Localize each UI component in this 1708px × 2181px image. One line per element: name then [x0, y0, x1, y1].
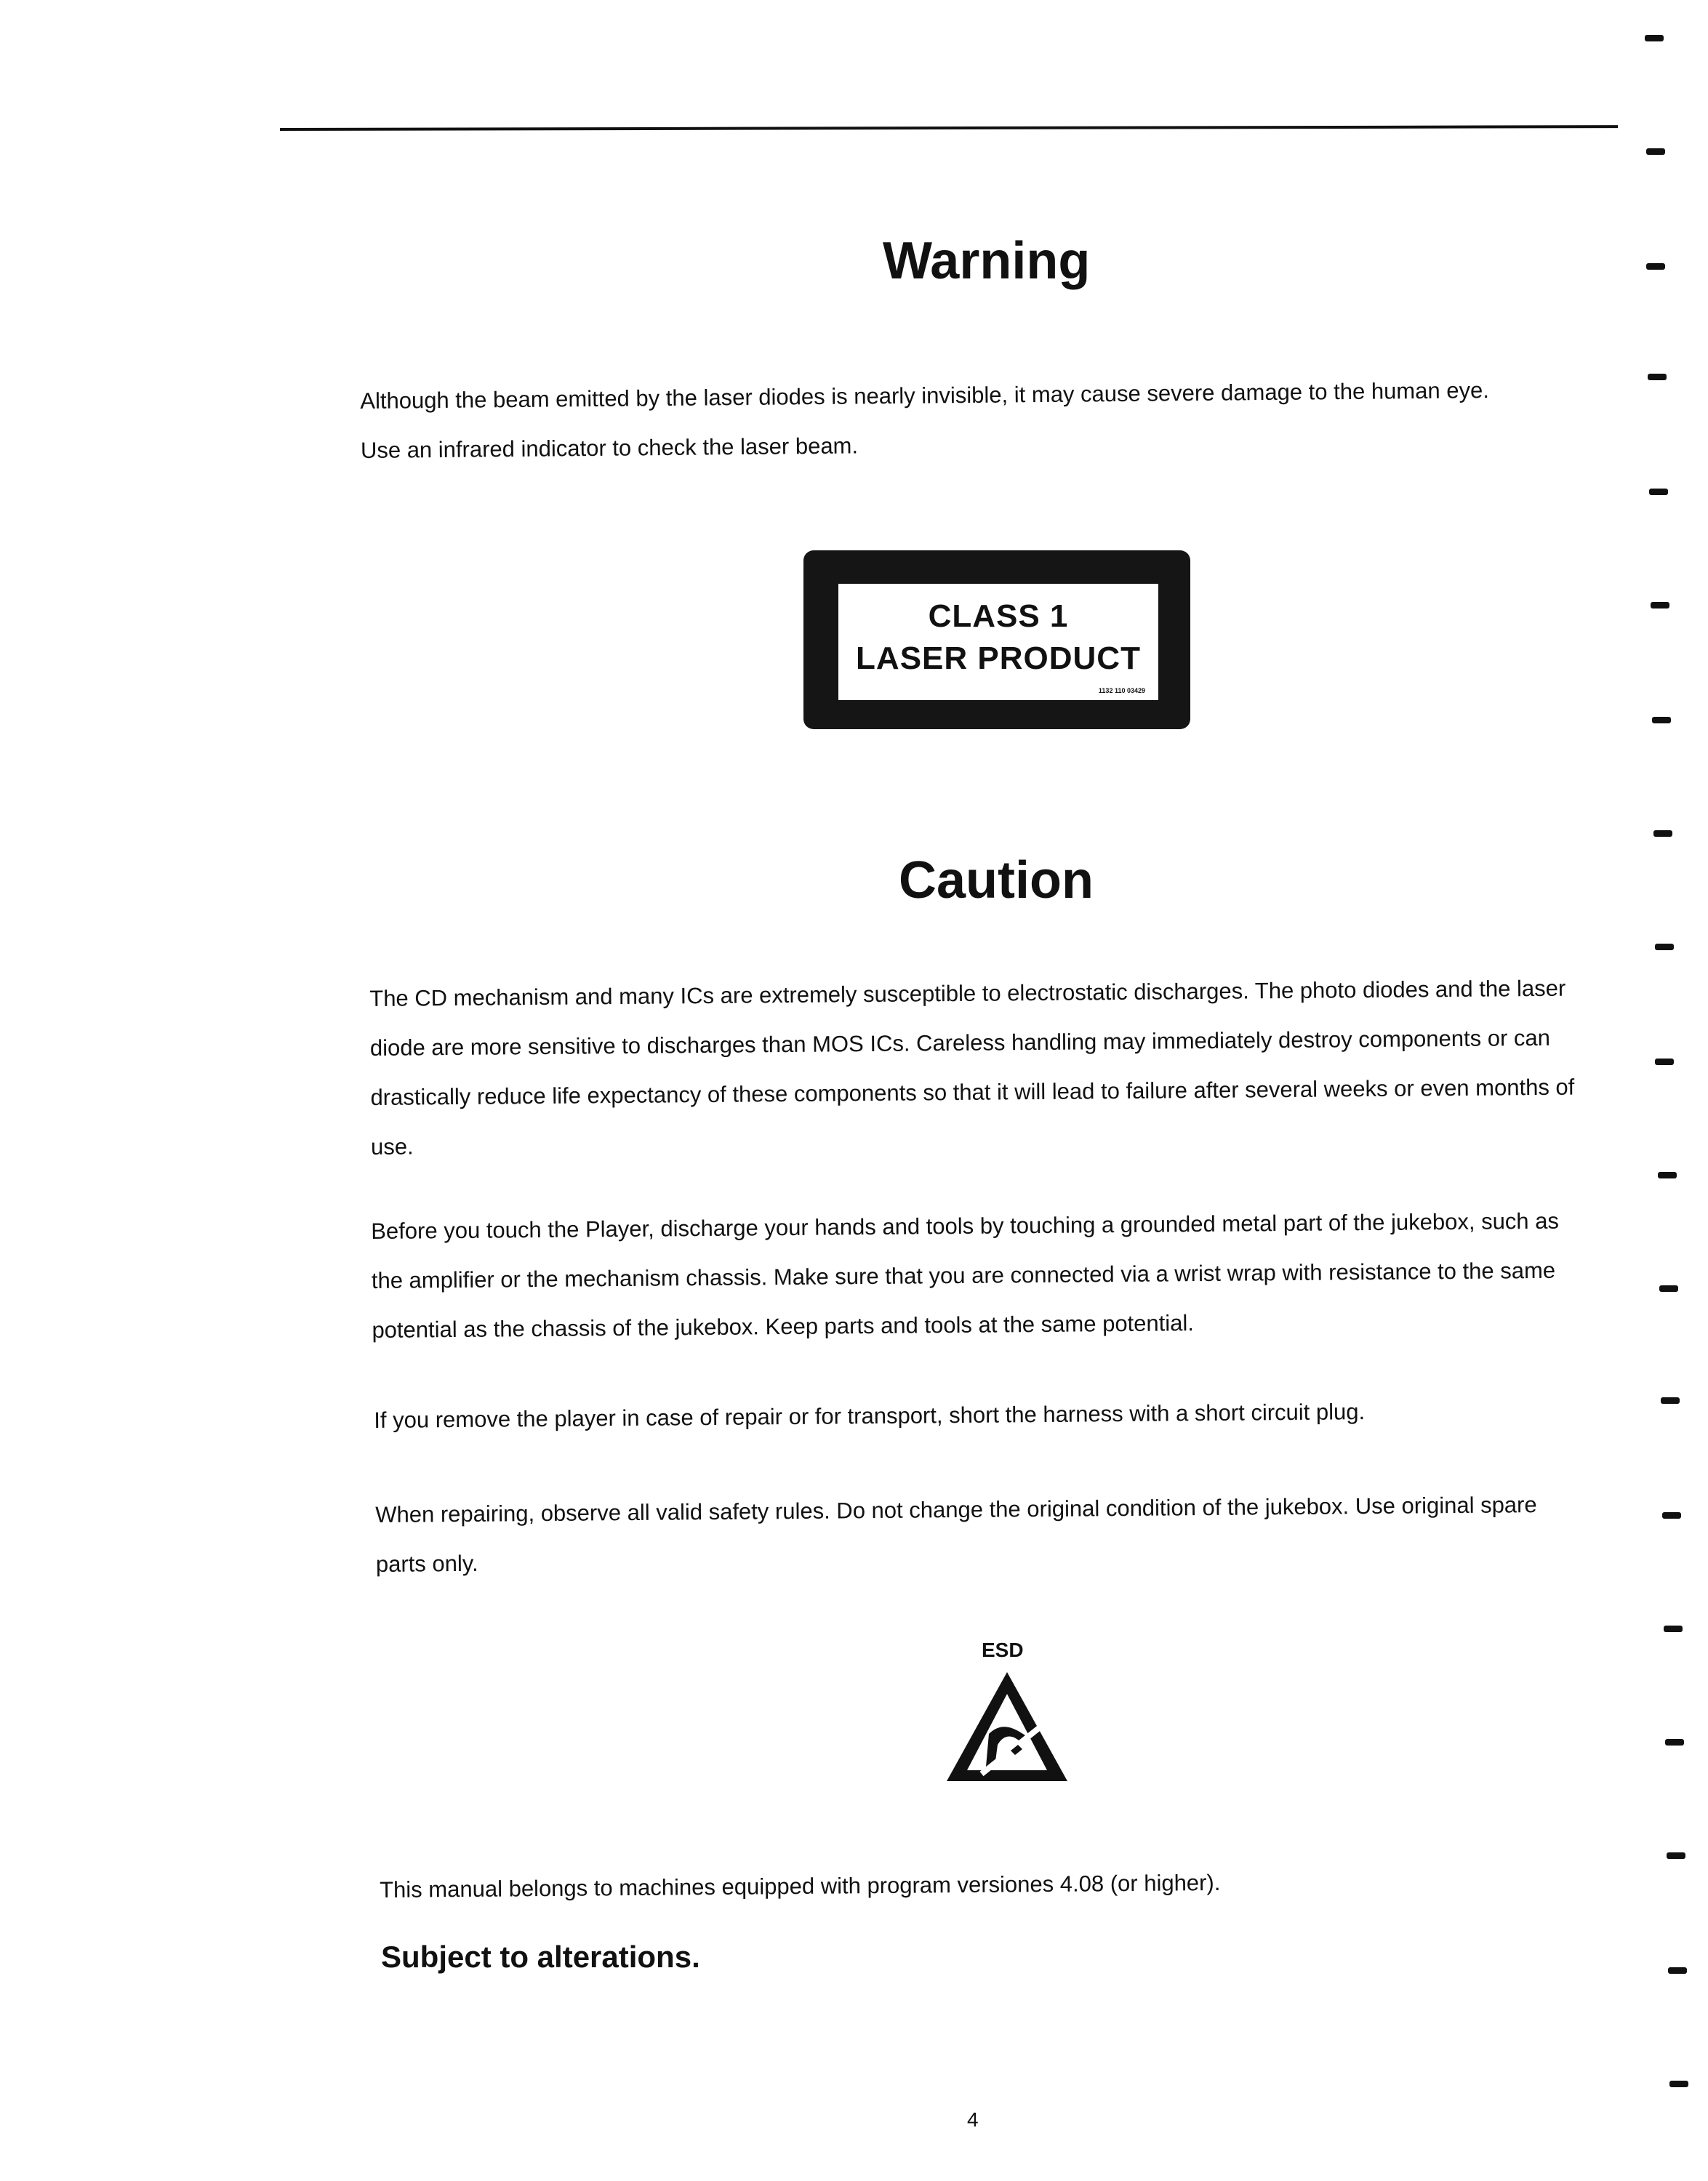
binding-mark — [1655, 944, 1674, 950]
binding-mark — [1645, 35, 1664, 41]
binding-mark — [1665, 1739, 1684, 1746]
caution-line: parts only. — [375, 1550, 478, 1577]
caution-line: Before you touch the Player, discharge your hands and tools by touching a grounded metal part of the jukebox, such as — [371, 1208, 1560, 1244]
caution-line: potential as the chassis of the jukebox. Keep parts and tools at the same potential. — [372, 1310, 1195, 1343]
caution-paragraph-discharge — [371, 1197, 1560, 1355]
caution-line: use. — [370, 1133, 414, 1160]
top-rule — [280, 125, 1618, 131]
binding-mark — [1659, 1285, 1678, 1292]
binding-mark — [1661, 1397, 1680, 1404]
binding-mark — [1649, 489, 1668, 495]
manual-version-note: This manual belongs to machines equipped with program versiones 4.08 (or higher). — [380, 1869, 1221, 1903]
laser-class-label — [803, 550, 1190, 729]
binding-mark — [1653, 830, 1672, 837]
binding-mark — [1651, 602, 1669, 608]
caution-line: drastically reduce life expectancy of these components so that it will lead to failure after several weeks or even months of — [370, 1074, 1575, 1110]
laser-label-product: LASER PRODUCT — [856, 640, 1141, 676]
binding-mark — [1664, 1626, 1683, 1632]
binding-mark — [1646, 263, 1665, 270]
laser-label-inner — [838, 584, 1158, 700]
caution-line: If you remove the player in case of repair or for transport, short the harness with a short circuit plug. — [374, 1399, 1366, 1433]
binding-mark — [1668, 1967, 1687, 1974]
binding-mark — [1658, 1172, 1677, 1178]
warning-line: Use an infrared indicator to check the laser beam. — [360, 433, 859, 463]
subject-to-alterations: Subject to alterations. — [381, 1940, 700, 1974]
page-number: 4 — [967, 2108, 979, 2131]
laser-label-class: CLASS 1 — [928, 598, 1069, 634]
caution-title: Caution — [899, 851, 1094, 909]
caution-line: the amplifier or the mechanism chassis. Make sure that you are connected via a wrist wrap with resistance to the same — [371, 1257, 1556, 1293]
esd-label: ESD — [982, 1639, 1024, 1661]
caution-line: When repairing, observe all valid safety rules. Do not change the original condition of the jukebox. Use original spare — [375, 1492, 1537, 1527]
warning-text — [360, 366, 1490, 475]
binding-mark — [1669, 2081, 1688, 2087]
caution-line: diode are more sensitive to discharges than MOS ICs. Careless handling may immediately destroy components or can — [369, 1024, 1551, 1061]
warning-title: Warning — [883, 232, 1091, 290]
caution-paragraph-repair — [375, 1480, 1538, 1589]
binding-mark — [1652, 717, 1671, 723]
binding-mark — [1667, 1852, 1685, 1859]
binding-mark — [1648, 374, 1667, 380]
caution-paragraph-transport — [374, 1387, 1365, 1445]
laser-label-code: 1132 110 03429 — [1098, 687, 1145, 694]
esd-warning-icon — [938, 1665, 1076, 1788]
caution-paragraph-esd — [369, 964, 1575, 1172]
warning-line: Although the beam emitted by the laser diodes is nearly invisible, it may cause severe damage to the human eye. — [360, 377, 1490, 414]
caution-line: The CD mechanism and many ICs are extremely susceptible to electrostatic discharges. The photo diodes and the laser — [369, 975, 1566, 1011]
binding-mark — [1662, 1512, 1681, 1519]
binding-mark — [1646, 148, 1665, 155]
binding-mark — [1655, 1059, 1674, 1065]
